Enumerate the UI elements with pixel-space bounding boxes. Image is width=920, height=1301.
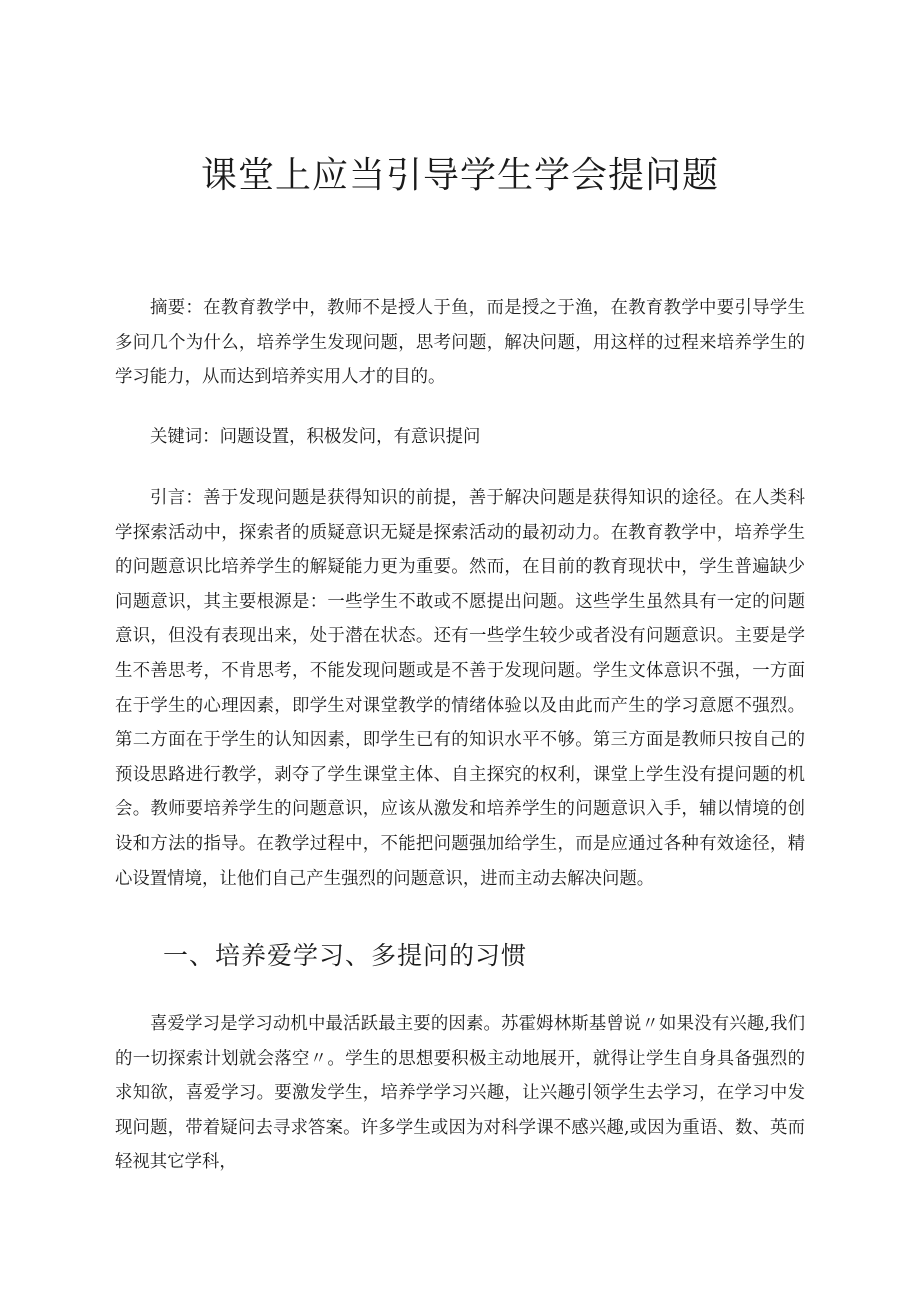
section-1-heading: 一、培养爱学习、多提问的习惯 [163, 941, 528, 970]
document-title: 课堂上应当引导学生学会提问题 [200, 155, 719, 196]
section-1-paragraph: 喜爱学习是学习动机中最活跃最主要的因素。苏霍姆林斯基曾说〃如果没有兴趣,我们的一切探索计划就会落空〃。学生的思想要积极主动地展开，就得让学生自身具备强烈的求知欲，喜爱学习。要激发学生，培养学学习兴趣，让兴趣引领学生去学习，在学习中发现问题，带着疑问去寻求答案。许多学生或因为对科学课不感兴趣,或因为重语、数、英而轻视其它学科， [115, 1014, 805, 1173]
keywords-paragraph: 关键词：问题设置，积极发问，有意识提问 [150, 427, 481, 447]
introduction-paragraph: 引言：善于发现问题是获得知识的前提，善于解决问题是获得知识的途径。在人类科学探索活动中，探索者的质疑意识无疑是探索活动的最初动力。在教育教学中，培养学生的问题意识比培养学生的解疑能力更为重要。然而，在目前的教育现状中，学生普遍缺少问题意识，其主要根源是：一些学生不敢或不愿提出问题。这些学生虽然具有一定的问题意识，但没有表现出来，处于潜在状态。还有一些学生较少或者没有问题意识。主要是学生不善思考，不肯思考，不能发现问题或是不善于发现问题。学生文体意识不强，一方面在于学生的心理因素，即学生对课堂教学的情绪体验以及由此而产生的学习意愿不强烈。第二方面在于学生的认知因素，即学生已有的知识水平不够。第三方面是教师只按自己的预设思路进行教学，剥夺了学生课堂主体、自主探究的权利，课堂上学生没有提问题的机会。教师要培养学生的问题意识，应该从激发和培养学生的问题意识入手，辅以情境的创设和方法的指导。在教学过程中，不能把问题强加给学生，而是应通过各种有效途径，精心设置情境，让他们自己产生强烈的问题意识，进而主动去解决问题。 [115, 488, 805, 889]
abstract-paragraph: 摘要：在教育教学中，教师不是授人于鱼，而是授之于渔，在教育教学中要引导学生多问几个为什么，培养学生发现问题，思考问题，解决问题，用这样的过程来培养学生的学习能力，从而达到培养实用人才的目的。 [115, 298, 805, 388]
